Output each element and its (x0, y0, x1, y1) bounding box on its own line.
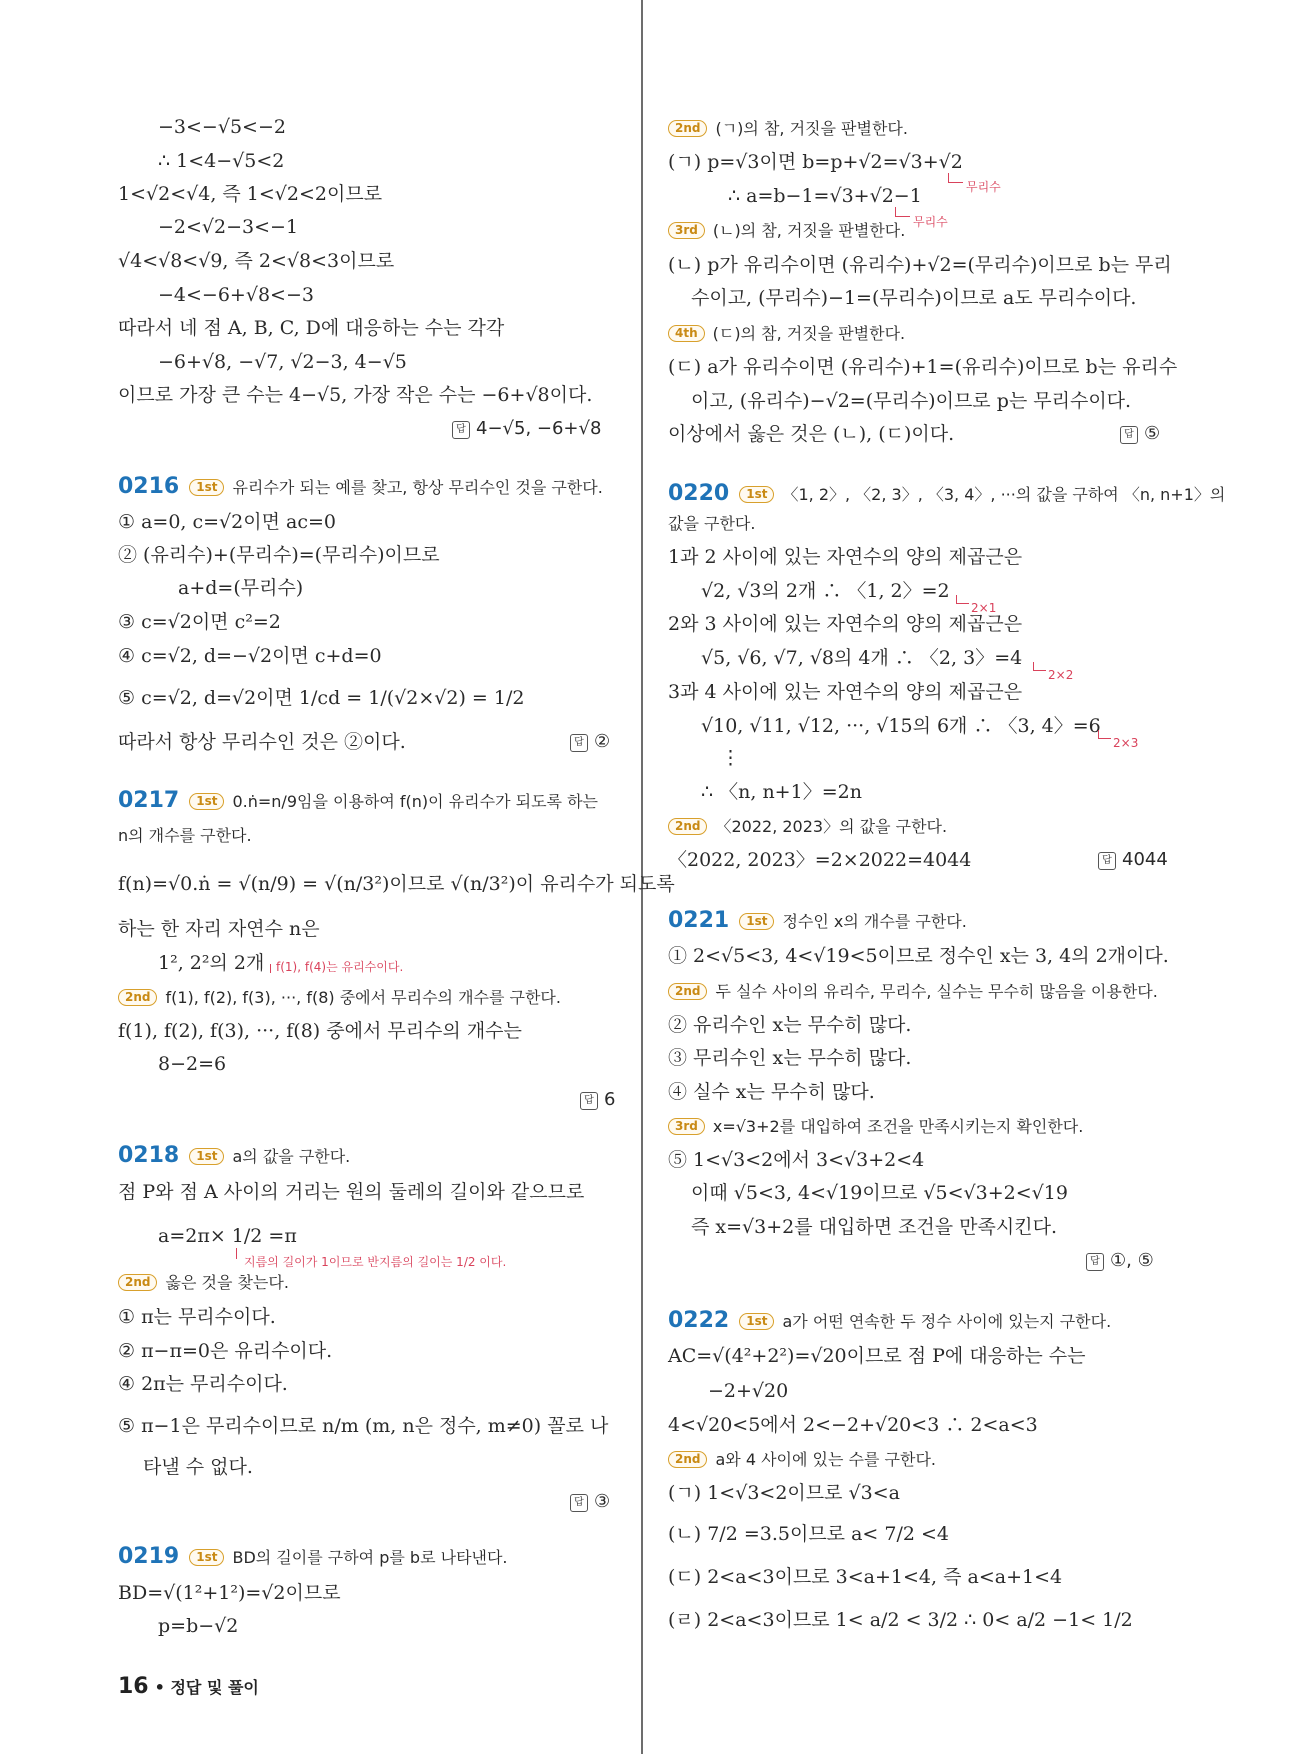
text-line: ② (유리수)+(무리수)=(무리수)이므로 (118, 544, 440, 566)
text-line: ③ 무리수인 x는 무수히 많다. (668, 1047, 912, 1069)
problem-number: 0220 (668, 481, 730, 506)
step-desc: (ㄴ)의 참, 거짓을 판별한다. (712, 221, 906, 240)
text-line: √5, √6, √7, √8의 4개 ∴ 〈2, 3〉=4 (701, 647, 1023, 669)
page-footer (118, 1675, 259, 1700)
text-line: ① π는 무리수이다. (118, 1306, 276, 1328)
text-line: ⋮ (721, 747, 740, 769)
problem-number: 0216 (118, 474, 180, 499)
text-line: 8−2=6 (158, 1053, 227, 1075)
step-tag: 2nd (668, 983, 707, 1000)
problem-0222-header (668, 1309, 1111, 1334)
answer-icon: 답 (570, 1494, 588, 1512)
footer-bullet: • (154, 1678, 171, 1697)
text-line: ∴ 1<4−√5<2 (158, 150, 285, 172)
text-line: ⑤ π−1은 무리수이므로 n/m (m, n은 정수, m≠0) 꼴로 나 (118, 1415, 609, 1437)
answer-value: ①, ⑤ (1110, 1250, 1154, 1271)
text-line: (ㄱ) p=√3이면 b=p+√2=√3+√2 (668, 151, 963, 173)
step-desc: a와 4 사이에 있는 수를 구한다. (715, 1450, 937, 1469)
step-3rd-header (668, 218, 905, 243)
step-desc: 〈1, 2〉, 〈2, 3〉, 〈3, 4〉, ···의 값을 구하여 〈n, n+1〉의 (782, 485, 1226, 504)
problem-number: 0219 (118, 1544, 180, 1569)
text-line: 1², 2²의 2개 (158, 952, 265, 974)
step-tag: 1st (739, 486, 774, 503)
text-line: a+d=(무리수) (178, 577, 304, 599)
step-desc: x=√3+2를 대입하여 조건을 만족시키는지 확인한다. (712, 1117, 1084, 1136)
annotation-line (956, 595, 969, 604)
text-line: 하는 한 자리 자연수 n은 (118, 918, 320, 940)
step-desc: f(1), f(2), f(3), ···, f(8) 중에서 무리수의 개수를 구한다. (165, 988, 561, 1007)
step-desc: a가 어떤 연속한 두 정수 사이에 있는지 구한다. (782, 1312, 1112, 1331)
step-tag: 4th (668, 325, 705, 342)
answer-icon: 답 (452, 421, 470, 439)
answer-icon: 답 (1086, 1253, 1104, 1271)
annotation-note: 지름의 길이가 1이므로 반지름의 길이는 1/2 이다. (244, 1255, 507, 1269)
answer-icon: 답 (1120, 426, 1138, 444)
text-line: ① a=0, c=√2이면 ac=0 (118, 511, 336, 533)
text-line: 〈2022, 2023〉=2×2022=4044 (668, 849, 972, 871)
text-line: 따라서 네 점 A, B, C, D에 대응하는 수는 각각 (118, 317, 505, 339)
text-line: 이때 √5<3, 4<√19이므로 √5<√3+2<√19 (691, 1182, 1068, 1204)
text-line: −3<−√5<−2 (158, 116, 286, 138)
step-desc: (ㄷ)의 참, 거짓을 판별한다. (712, 324, 906, 343)
answer-value: ③ (594, 1491, 611, 1512)
annotation-note: f(1), f(4)는 유리수이다. (276, 960, 404, 974)
text-line: −4<−6+√8<−3 (158, 284, 314, 306)
text-line: 이고, (유리수)−√2=(무리수)이므로 p는 무리수이다. (691, 390, 1132, 412)
text-line: 4<√20<5에서 2<−2+√20<3 ∴ 2<a<3 (668, 1414, 1038, 1436)
text-line: ② 유리수인 x는 무수히 많다. (668, 1014, 912, 1036)
text-line: ∴ a=b−1=√3+√2−1 (728, 185, 922, 207)
step-desc: 정수인 x의 개수를 구한다. (782, 912, 967, 931)
annotation-line (270, 964, 271, 973)
step-tag: 3rd (668, 222, 705, 239)
answer-value: 4−√5, −6+√8 (476, 418, 602, 439)
step-tag: 1st (739, 1313, 774, 1330)
step-2nd-header (668, 116, 908, 141)
text-line: (ㄱ) 1<√3<2이므로 √3<a (668, 1482, 900, 1504)
answer-icon: 답 (580, 1092, 598, 1110)
step-tag: 2nd (118, 1274, 157, 1291)
answer-0221 (1086, 1249, 1154, 1273)
problem-0220-header (668, 482, 1225, 507)
text-line: 1<√2<√4, 즉 1<√2<2이므로 (118, 183, 383, 205)
annotation-note: 2×1 (971, 601, 997, 615)
text-line: BD=√(1²+1²)=√2이므로 (118, 1582, 341, 1604)
text-line: (ㄷ) 2<a<3이므로 3<a+1<4, 즉 a<a+1<4 (668, 1566, 1063, 1588)
problem-number: 0222 (668, 1308, 730, 1333)
step-tag: 2nd (668, 120, 707, 137)
text-line: 이므로 가장 큰 수는 4−√5, 가장 작은 수는 −6+√8이다. (118, 384, 593, 406)
problem-0217-header (118, 789, 598, 814)
text-line: p=b−√2 (158, 1615, 239, 1637)
step-2nd-header (668, 979, 1158, 1004)
text-line: AC=√(4²+2²)=√20이므로 점 P에 대응하는 수는 (668, 1345, 1086, 1367)
text-line: 즉 x=√3+2를 대입하면 조건을 만족시킨다. (691, 1216, 1057, 1238)
answer-icon: 답 (570, 734, 588, 752)
step-desc: BD의 길이를 구하여 p를 b로 나타낸다. (232, 1548, 508, 1567)
problem-0221-header (668, 909, 967, 934)
answer-0219 (1120, 422, 1160, 446)
answer-0216 (570, 730, 610, 754)
step-desc: 옳은 것을 찾는다. (165, 1273, 289, 1292)
text-line: 따라서 항상 무리수인 것은 ②이다. (118, 731, 406, 753)
text-line: 점 P와 점 A 사이의 거리는 원의 둘레의 길이와 같으므로 (118, 1181, 585, 1203)
answer-value: 4044 (1122, 849, 1168, 870)
text-line: −2+√20 (708, 1380, 789, 1402)
annotation-note: 무리수 (913, 215, 948, 229)
text-line: (ㄷ) a가 유리수이면 (유리수)+1=(유리수)이므로 b는 유리수 (668, 356, 1178, 378)
step-desc: (ㄱ)의 참, 거짓을 판별한다. (715, 119, 908, 138)
text-line: ① 2<√5<3, 4<√19<5이므로 정수인 x는 3, 4의 2개이다. (668, 945, 1169, 967)
footer-label: 정답 및 풀이 (170, 1678, 259, 1697)
text-line: 2와 3 사이에 있는 자연수의 양의 제곱근은 (668, 613, 1023, 635)
step-tag: 2nd (118, 989, 157, 1006)
annotation-line (1098, 730, 1111, 739)
text-line: ③ c=√2이면 c²=2 (118, 611, 281, 633)
answer-icon: 답 (1098, 852, 1116, 870)
text-line: (ㄹ) 2<a<3이므로 1< a/2 < 3/2 ∴ 0< a/2 −1< 1/2 (668, 1609, 1133, 1631)
answer-0215 (452, 417, 601, 441)
text-line: ② π−π=0은 유리수이다. (118, 1340, 333, 1362)
problem-0216-header (118, 475, 603, 500)
annotation-line (236, 1248, 237, 1259)
step-desc: a의 값을 구한다. (232, 1147, 351, 1166)
step-4th-header (668, 321, 905, 346)
answer-0220 (1098, 848, 1168, 872)
step-desc: 두 실수 사이의 유리수, 무리수, 실수는 무수히 많음을 이용한다. (715, 982, 1158, 1001)
annotation-note: 2×2 (1048, 668, 1074, 682)
step-desc-cont: n의 개수를 구한다. (118, 826, 252, 845)
step-desc: 유리수가 되는 예를 찾고, 항상 무리수인 것을 구한다. (232, 478, 603, 497)
annotation-line (895, 207, 910, 217)
text-line: √4<√8<√9, 즉 2<√8<3이므로 (118, 250, 395, 272)
text-line: √2, √3의 2개 ∴ 〈1, 2〉=2 (701, 580, 950, 602)
step-tag: 1st (189, 1148, 224, 1165)
step-2nd-header (668, 814, 947, 839)
text-line: 이상에서 옳은 것은 (ㄴ), (ㄷ)이다. (668, 423, 955, 445)
problem-number: 0217 (118, 788, 180, 813)
annotation-line (948, 173, 963, 183)
text-line: ④ c=√2, d=−√2이면 c+d=0 (118, 645, 382, 667)
page-number: 16 (118, 1674, 149, 1699)
text-line: ⑤ 1<√3<2에서 3<√3+2<4 (668, 1149, 925, 1171)
step-tag: 1st (189, 479, 224, 496)
annotation-note: 무리수 (966, 180, 1001, 194)
step-tag: 3rd (668, 1118, 705, 1135)
step-tag: 2nd (668, 818, 707, 835)
text-line: f(1), f(2), f(3), ···, f(8) 중에서 무리수의 개수는 (118, 1020, 522, 1042)
step-tag: 1st (189, 1549, 224, 1566)
step-desc: 0.ṅ=n/9임을 이용하여 f(n)이 유리수가 되도록 하는 (232, 792, 598, 811)
text-line: ④ 2π는 무리수이다. (118, 1373, 288, 1395)
text-line: −6+√8, −√7, √2−3, 4−√5 (158, 351, 407, 373)
text-line: ∴ 〈n, n+1〉=2n (701, 781, 862, 803)
problem-number: 0221 (668, 908, 730, 933)
text-line: 수이고, (무리수)−1=(무리수)이므로 a도 무리수이다. (691, 287, 1137, 309)
text-line: −2<√2−3<−1 (158, 216, 299, 238)
text-line: (ㄴ) 7/2 =3.5이므로 a< 7/2 <4 (668, 1523, 949, 1545)
answer-0217 (580, 1088, 615, 1112)
problem-0218-header (118, 1144, 350, 1169)
answer-0218 (570, 1490, 610, 1514)
text-line: (ㄴ) p가 유리수이면 (유리수)+√2=(무리수)이므로 b는 무리 (668, 254, 1172, 276)
step-desc-cont: 값을 구한다. (668, 514, 756, 533)
text-line: ④ 실수 x는 무수히 많다. (668, 1081, 875, 1103)
step-2nd-header (118, 985, 561, 1010)
text-line: 1과 2 사이에 있는 자연수의 양의 제곱근은 (668, 546, 1023, 568)
step-desc: 〈2022, 2023〉의 값을 구한다. (715, 817, 948, 836)
annotation-note: 2×3 (1113, 736, 1139, 750)
step-2nd-header (118, 1270, 289, 1295)
step-tag: 1st (739, 913, 774, 930)
answer-value: 6 (604, 1089, 616, 1110)
text-line: √10, √11, √12, ···, √15의 6개 ∴ 〈3, 4〉=6 (701, 715, 1101, 737)
step-tag: 2nd (668, 1451, 707, 1468)
step-2nd-header (668, 1447, 936, 1472)
step-3rd-header (668, 1114, 1083, 1139)
answer-value: ② (594, 731, 611, 752)
step-tag: 1st (189, 793, 224, 810)
text-line: 3과 4 사이에 있는 자연수의 양의 제곱근은 (668, 681, 1023, 703)
text-line: 타낼 수 없다. (143, 1456, 253, 1478)
problem-0219-header (118, 1545, 508, 1570)
text-line: f(n)=√0.ṅ = √(n/9) = √(n/3²)이므로 √(n/3²)이 유리수가 되도록 (118, 873, 675, 895)
text-line: a=2π× 1/2 =π (158, 1225, 297, 1247)
text-line: ⑤ c=√2, d=√2이면 1/cd = 1/(√2×√2) = 1/2 (118, 687, 525, 709)
problem-number: 0218 (118, 1143, 180, 1168)
annotation-line (1033, 662, 1046, 671)
answer-value: ⑤ (1144, 423, 1161, 444)
